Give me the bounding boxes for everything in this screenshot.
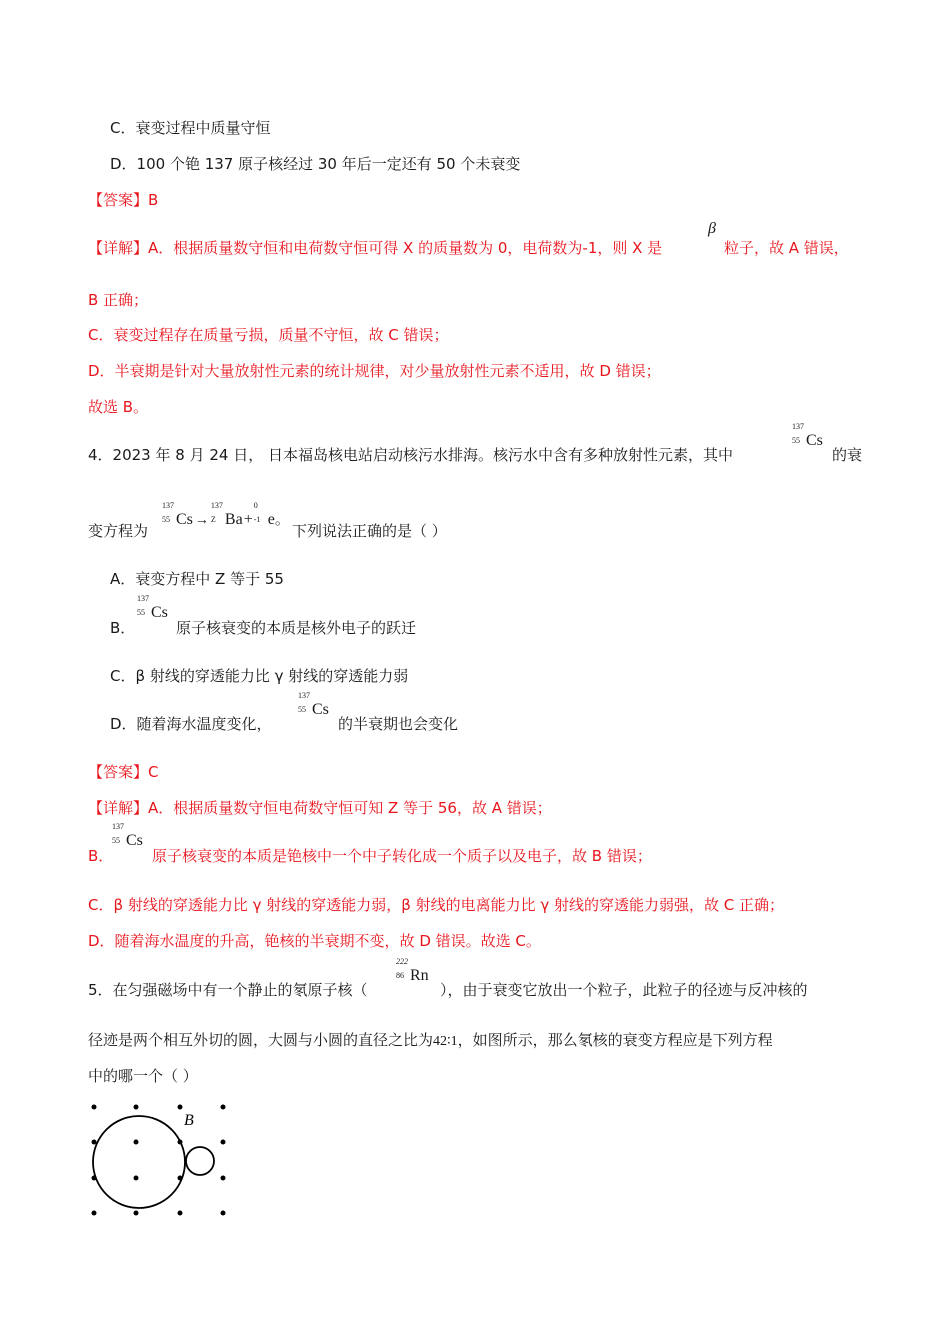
q3-detail-a-tail: 粒子，故 A 错误， [724,239,849,257]
element-symbol: e [267,511,275,528]
large-track-circle [93,1116,185,1208]
decay-equation [162,501,290,529]
magnetic-field-figure [80,1095,240,1225]
mass-number: 0 [253,501,258,510]
cs-nuclide [162,501,193,529]
q4-detail-b: 原子核衰变的本质是铯核中一个中子转化成一个质子以及电子，故 B 错误； [152,847,652,865]
q4-option-d-prefix: D．随着海水温度变化， [110,715,272,733]
element-symbol: Cs [806,432,823,449]
period: 。 [274,512,290,528]
stem-text-tail: ，如图所示，那么氡核的衰变方程应是下列方程 [457,1031,773,1049]
diameter-ratio: 42∶1 [433,1034,458,1049]
q3-detail-c: C．衰变过程存在质量亏损，质量不守恒，故 C 错误； [88,326,449,344]
q4-stem-line2: 变方程为 [88,522,149,540]
atomic-number: 86 [396,971,404,980]
mass-number: 137 [112,822,124,831]
q5-stem-line1: 5．在匀强磁场中有一个静止的氡原子核（ [88,981,368,999]
detail-a-text: A．根据质量数守恒和电荷数守恒可得 X 的质量数为 0，电荷数为-1，则 X 是 [148,239,663,257]
atomic-number: 55 [298,705,306,714]
q4-stem-line1-tail: 的衰 [832,446,863,464]
atomic-number: 55 [162,515,170,524]
mass-number: 137 [210,501,223,510]
beta-symbol: β [708,220,716,237]
q5-stem-line3: 中的哪一个（ ） [88,1067,198,1085]
element-symbol: Cs [312,701,329,718]
q3-option-d: D．100 个铯 137 原子核经过 30 年后一定还有 50 个未衰变 [110,155,521,173]
q3-conclusion: 故选 B。 [88,398,149,416]
field-dot [134,1176,139,1181]
field-dot [178,1105,183,1110]
q4-detail-d: D．随着海水温度的升高，铯核的半衰期不变，故 D 错误。故选 C。 [88,932,541,950]
detail-label: 【详解】 [88,799,149,817]
arrow: → [194,513,209,528]
q4-stem-line2-tail: 下列说法正确的是（ ） [292,522,447,540]
q4-option-b-prefix: B． [110,619,136,637]
atomic-number: 55 [112,836,120,845]
q5-stem-line2 [88,1030,773,1052]
q3-option-c: C．衰变过程中质量守恒 [110,119,271,137]
field-dot [221,1211,226,1216]
q3-detail-b: B 正确； [88,291,149,309]
field-dot [221,1105,226,1110]
electron [253,501,275,529]
cs137-nuclide [112,822,143,850]
q3-answer: 【答案】B [88,191,159,209]
field-dot [92,1140,97,1145]
detail-a-text: A．根据质量数守恒电荷数守恒可知 Z 等于 56，故 A 错误； [148,799,552,817]
q4-answer: 【答案】C [88,763,159,781]
atomic-number: -1 [253,515,261,524]
cs137-nuclide [298,691,329,719]
field-dot [92,1211,97,1216]
small-track-circle [186,1147,214,1175]
q4-stem-line1: 4．2023 年 8 月 24 日， 日本福岛核电站启动核污水排海。核污水中含有多种放射性元素，其中 [88,446,733,464]
field-dot [221,1140,226,1145]
q4-detail-c: C．β 射线的穿透能力比 γ 射线的穿透能力弱，β 射线的电离能力比 γ 射线的穿透能力弱强，故 C 正确； [88,896,784,914]
field-dot [134,1140,139,1145]
element-symbol: Rn [410,967,429,984]
q4-detail-a [88,798,552,818]
cs137-nuclide [792,422,823,450]
atomic-number: Z [210,515,216,524]
mass-number: 137 [162,501,174,510]
mass-number: 137 [137,594,149,603]
element-symbol: Cs [176,511,193,528]
q5-stem-line1-tail: ），由于衰变它放出一个粒子，此粒子的径迹与反冲核的 [440,981,808,999]
mass-number: 137 [792,422,804,431]
field-dot [221,1176,226,1181]
q4-detail-b-prefix: B． [88,847,114,865]
element-symbol: Cs [151,604,168,621]
mass-number: 222 [396,957,408,966]
q3-detail-a [88,238,662,258]
field-dot [92,1105,97,1110]
q4-option-d-text: 的半衰期也会变化 [338,715,459,733]
field-dot [134,1211,139,1216]
q4-option-a: A．衰变方程中 Z 等于 55 [110,570,284,588]
ba-nuclide [210,501,243,529]
atomic-number: 55 [792,436,800,445]
q4-option-c: C．β 射线的穿透能力比 γ 射线的穿透能力弱 [110,667,409,685]
field-dot [178,1211,183,1216]
q3-detail-d: D．半衰期是针对大量放射性元素的统计规律，对少量放射性元素不适用，故 D 错误； [88,362,661,380]
detail-label: 【详解】 [88,239,149,257]
rn222-nuclide [396,957,429,985]
q4-option-b-text: 原子核衰变的本质是核外电子的跃迁 [176,619,417,637]
plus-sign: + [243,511,253,528]
stem-text: 径迹是两个相互外切的圆，大圆与小圆的直径之比为 [88,1031,434,1049]
cs137-nuclide [137,594,168,622]
field-dot [134,1105,139,1110]
element-symbol: Cs [126,832,143,849]
atomic-number: 55 [137,608,145,617]
field-label: B [184,1112,194,1129]
mass-number: 137 [298,691,310,700]
element-symbol: Ba [224,511,243,528]
